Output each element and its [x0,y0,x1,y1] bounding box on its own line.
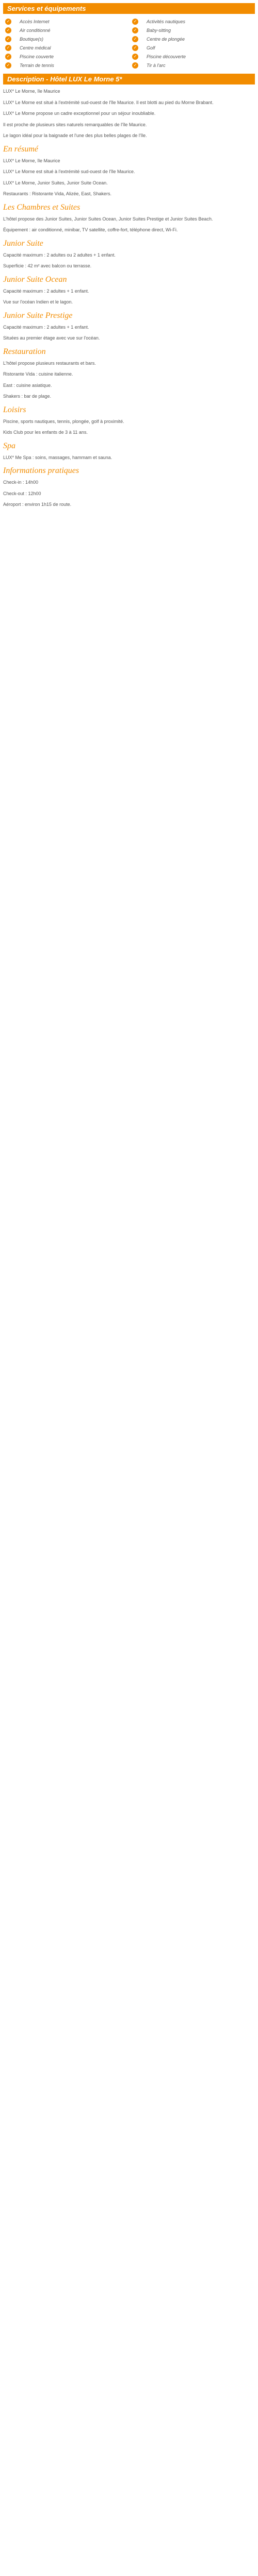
intro-block [3,88,255,139]
check-icon: ✓ [5,19,11,25]
check-icon: ✓ [5,45,11,51]
page [0,0,258,508]
description-section [3,144,255,197]
service-item: ✓ Piscine couverte [5,53,126,61]
intro-paragraph: Le lagon idéal pour la baignade et l'une des plus belles plages de l'île. [3,133,147,138]
description-sections [3,144,255,508]
section-heading: En résumé [3,144,38,154]
check-icon: ✓ [132,54,138,60]
intro-paragraph: Il est proche de plusieurs sites naturels remarquables de l'île Maurice. [3,122,147,127]
services-section-title: Services et équipements [3,3,255,14]
section-paragraph: LUX* Le Morne est situé à l'extrémité sud-ouest de l'île Maurice. [3,169,135,174]
description-section [3,466,255,508]
section-paragraph: L'hôtel propose des Junior Suites, Junior Suites Ocean, Junior Suites Prestige et Junior Suites Beach. [3,216,213,222]
service-item: ✓ Centre médical [5,44,126,52]
check-icon: ✓ [5,36,11,42]
section-paragraph: Équipement : air conditionné, minibar, TV satellite, coffre-fort, téléphone direct, Wi-Fi. [3,227,178,232]
check-icon: ✓ [5,62,11,69]
section-heading: Junior Suite [3,239,43,248]
section-paragraph: Situées au premier étage avec vue sur l'océan. [3,335,100,341]
section-paragraph: Ristorante Vida : cuisine italienne. [3,371,73,377]
service-item: ✓ Accès Internet [5,18,126,26]
check-icon: ✓ [132,19,138,25]
section-paragraph: LUX* Le Morne, île Maurice [3,158,60,163]
service-item: ✓ Tir à l'arc [132,61,253,70]
service-item: ✓ Activités nautiques [132,18,253,26]
check-icon: ✓ [132,62,138,69]
section-heading: Junior Suite Ocean [3,275,67,284]
services-grid [3,18,255,74]
description-section [3,239,255,269]
description-section-title: Description - Hôtel LUX Le Morne 5* [3,74,255,84]
section-paragraph: Capacité maximum : 2 adultes ou 2 adultes + 1 enfant. [3,252,116,258]
section-paragraph: Check-in : 14h00 [3,480,39,485]
section-heading: Junior Suite Prestige [3,311,73,320]
section-paragraph: L'hôtel propose plusieurs restaurants et bars. [3,360,96,366]
section-paragraph: Capacité maximum : 2 adultes + 1 enfant. [3,288,89,294]
check-icon: ✓ [5,54,11,60]
service-item: ✓ Centre de plongée [132,35,253,43]
check-icon: ✓ [132,45,138,51]
check-icon: ✓ [132,36,138,42]
section-heading: Les Chambres et Suites [3,202,80,212]
description-section [3,202,255,233]
service-item: ✓ Baby-sitting [132,26,253,35]
intro-paragraph: LUX* Le Morne est situé à l'extrémité sud-ouest de l'île Maurice. Il est blotti au pied du Morne Brabant. [3,99,214,105]
intro-paragraph: LUX* Le Morne propose un cadre exceptionnel pour un séjour inoubliable. [3,111,156,116]
description-section [3,441,255,461]
section-paragraph: Superficie : 42 m² avec balcon ou terrasse. [3,263,92,268]
section-paragraph: Piscine, sports nautiques, tennis, plongée, golf à proximité. [3,418,124,424]
service-item: ✓ Boutique(s) [5,35,126,43]
section-paragraph: Restaurants : Ristorante Vida, Alizée, East, Shakers. [3,191,111,196]
section-paragraph: Vue sur l'océan Indien et le lagon. [3,299,73,304]
description-section [3,347,255,400]
service-item: ✓ Golf [132,44,253,52]
service-item: ✓ Air conditionné [5,26,126,35]
section-paragraph: LUX* Me Spa : soins, massages, hammam et sauna. [3,454,112,460]
section-paragraph: Check-out : 12h00 [3,490,41,496]
section-paragraph: Shakers : bar de plage. [3,394,52,399]
description-section [3,275,255,306]
check-icon: ✓ [5,27,11,33]
section-paragraph: Capacité maximum : 2 adultes + 1 enfant. [3,324,89,330]
section-heading: Spa [3,441,15,450]
section-paragraph: LUX* Le Morne, Junior Suites, Junior Suite Ocean. [3,180,108,185]
description-section [3,405,255,436]
description-section [3,311,255,342]
intro-paragraph: LUX* Le Morne, île Maurice [3,89,60,94]
section-heading: Informations pratiques [3,466,79,475]
section-paragraph: Aéroport : environ 1h15 de route. [3,502,72,507]
section-paragraph: Kids Club pour les enfants de 3 à 11 ans. [3,430,88,435]
section-heading: Restauration [3,347,46,356]
section-paragraph: East : cuisine asiatique. [3,382,52,388]
section-heading: Loisirs [3,405,26,414]
service-item: ✓ Terrain de tennis [5,61,126,70]
check-icon: ✓ [132,27,138,33]
service-item: ✓ Piscine découverte [132,53,253,61]
